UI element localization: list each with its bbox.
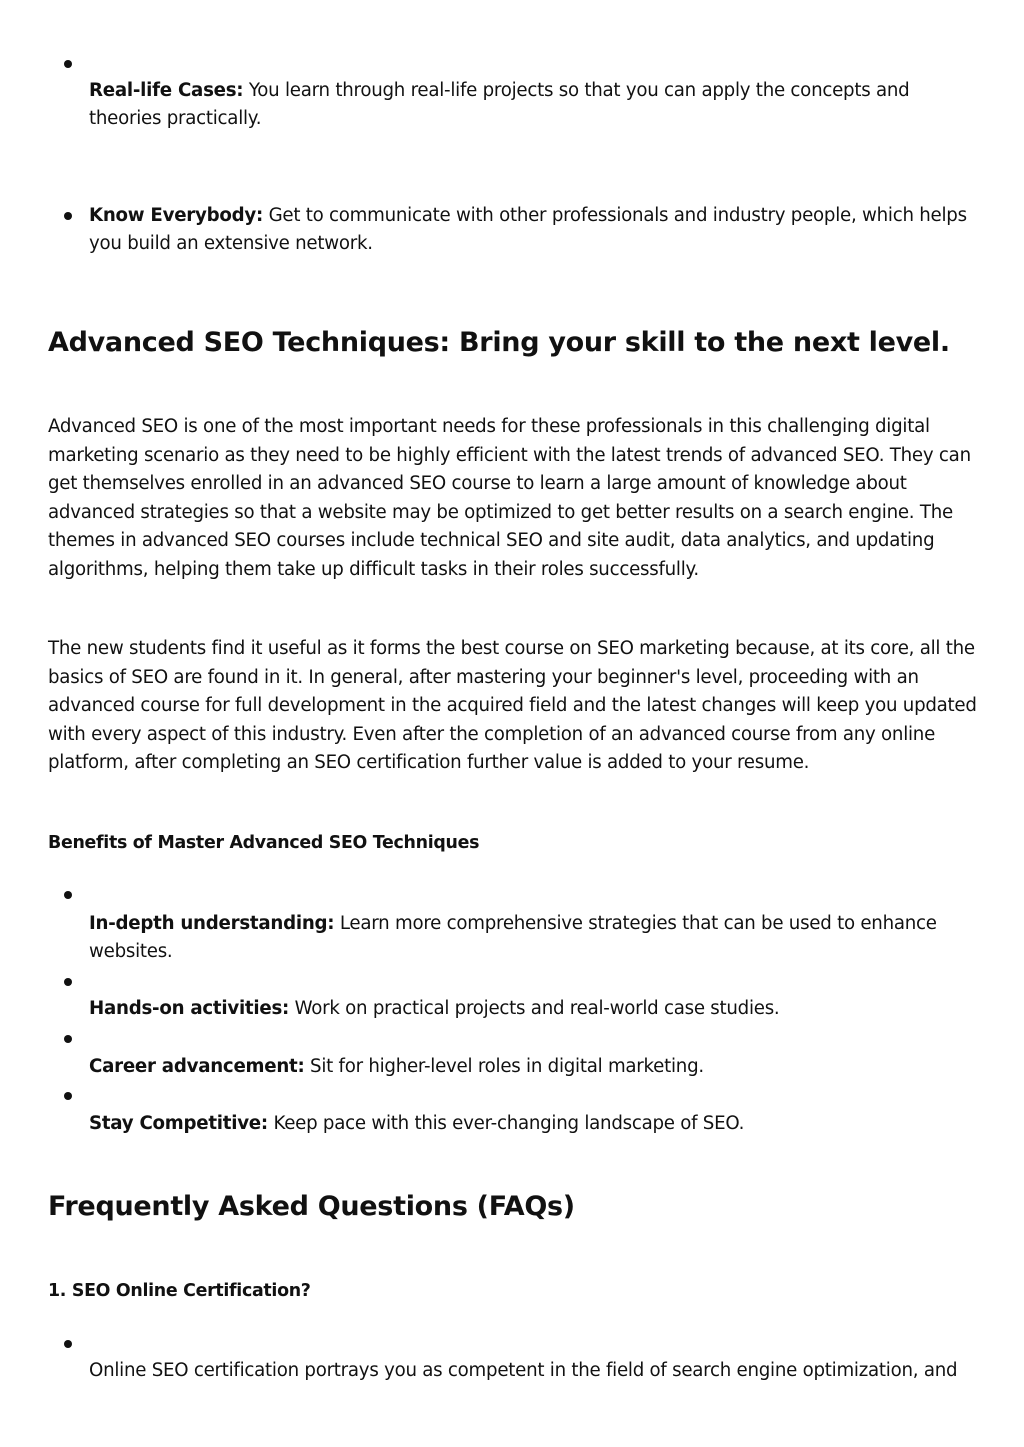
faq-question-1: 1. SEO Online Certification? bbox=[48, 1281, 311, 1301]
item-text: Work on practical projects and real-world case studies. bbox=[289, 998, 780, 1019]
bullet-marker bbox=[64, 891, 72, 899]
advanced-seo-heading: Advanced SEO Techniques: Bring your skill to the next level. bbox=[48, 327, 950, 358]
benefit-item-hands-on bbox=[89, 995, 979, 1023]
item-label: Hands-on activities: bbox=[89, 998, 290, 1019]
bullet-marker bbox=[64, 1035, 72, 1043]
item-label: Know Everybody: bbox=[89, 205, 264, 226]
item-text: Learn more comprehensive strategies that can be used to enhance websites. bbox=[89, 913, 937, 962]
item-text: Get to communicate with other professionals and industry people, which helps you build an extensive network. bbox=[89, 205, 967, 254]
list-item-know-everybody bbox=[89, 202, 979, 258]
benefit-item-competitive bbox=[89, 1110, 979, 1138]
list-item-real-life-cases bbox=[89, 77, 979, 133]
benefits-heading: Benefits of Master Advanced SEO Techniques bbox=[48, 833, 480, 853]
advanced-seo-paragraph-1: Advanced SEO is one of the most important needs for these professionals in this challenging digital marketing scenario as they need to be highly efficient with the latest trends of advanced SEO. They can get themselves enrolled in an advanced SEO course to learn a large amount of knowledge about advanced strategies so that a website may be optimized to get better results on a search engine. The themes in advanced SEO courses include technical SEO and site audit, data analytics, and updating algorithms, helping them take up difficult tasks in their roles successfully. bbox=[48, 416, 971, 580]
bullet-marker bbox=[64, 1340, 72, 1348]
item-label: Career advancement: bbox=[89, 1056, 305, 1077]
bullet-marker bbox=[64, 212, 72, 220]
benefit-item-career bbox=[89, 1053, 979, 1081]
item-text: Keep pace with this ever-changing landscape of SEO. bbox=[267, 1113, 745, 1134]
faq-answer-1: Online SEO certification portrays you as competent in the field of search engine optimization, and bbox=[89, 1360, 958, 1381]
item-label: In-depth understanding: bbox=[89, 913, 335, 934]
bullet-marker bbox=[64, 978, 72, 986]
item-label: Stay Competitive: bbox=[89, 1113, 268, 1134]
advanced-seo-paragraph-2: The new students find it useful as it forms the best course on SEO marketing because, at its core, all the basics of SEO are found in it. In general, after mastering your beginner's level, proceeding with an advanced course for full development in the acquired field and the latest changes will keep you updated with every aspect of this industry. Even after the completion of an advanced course from any online platform, after completing an SEO certification further value is added to your resume. bbox=[48, 638, 977, 773]
faq-heading: Frequently Asked Questions (FAQs) bbox=[48, 1191, 575, 1222]
item-text: You learn through real-life projects so that you can apply the concepts and theories practically. bbox=[89, 80, 910, 129]
bullet-marker bbox=[64, 60, 72, 68]
item-label: Real-life Cases: bbox=[89, 80, 244, 101]
bullet-marker bbox=[64, 1092, 72, 1100]
item-text: Sit for higher-level roles in digital marketing. bbox=[304, 1056, 704, 1077]
benefit-item-in-depth bbox=[89, 910, 979, 966]
